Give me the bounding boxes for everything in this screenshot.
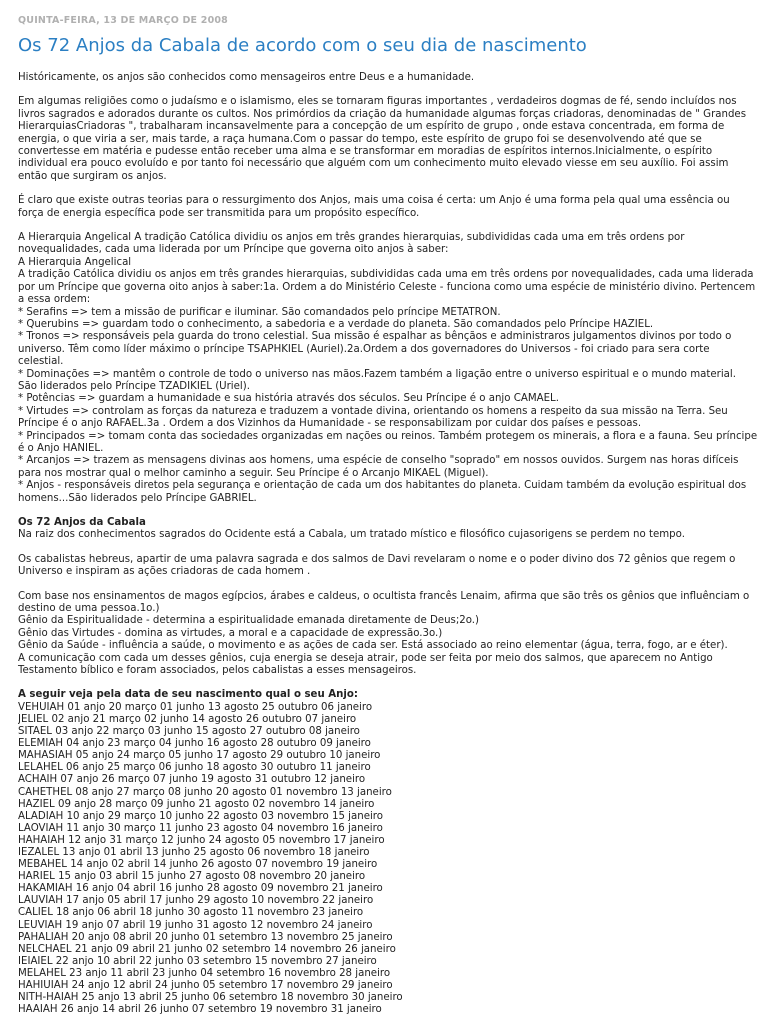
list-item: MELAHEL 23 anjo 11 abril 23 junho 04 setembro 16 novembro 28 janeiro xyxy=(18,967,391,979)
list-item: Gênio da Espiritualidade - determina a espiritualidade emanada diretamente de Deus;2o.) xyxy=(18,615,480,627)
list-item: HAKAMIAH 16 anjo 04 abril 16 junho 28 agosto 09 novembro 21 janeiro xyxy=(18,883,383,895)
list-item: * Anjos - responsáveis diretos pela segurança e orientação de cada um dos habitantes do planeta. Cuidam também da evolução espiritual dos homens...São liderados pelo Príncipe GABRIEL. xyxy=(18,480,747,504)
genios-section xyxy=(18,591,758,678)
list-item: * Potências => guardam a humanidade e sua história através dos séculos. Seu Príncipe é o anjo CAMAEL. xyxy=(18,393,559,405)
cabala-section xyxy=(18,517,758,542)
list-item: IEIAIEL 22 anjo 10 abril 22 junho 03 setembro 15 novembro 27 janeiro xyxy=(18,955,377,967)
section-heading: Os 72 Anjos da Cabala xyxy=(18,517,146,528)
post-body xyxy=(18,72,758,1016)
list-item: MAHASIAH 05 anjo 24 março 05 junho 17 agosto 29 outubro 10 janeiro xyxy=(18,750,381,762)
angels-list xyxy=(18,689,758,1016)
paragraph-cabala: Na raiz dos conhecimentos sagrados do Ocidente está a Cabala, um tratado místico e filosófico cujasorigens se perdem no tempo. xyxy=(18,529,685,541)
list-item: * Dominações => mantêm o controle de todo o universo nas mãos.Fazem também a ligação entre o universo espiritual e o mundo material. São liderados pelo Príncipe TZADIKIEL (Uriel). xyxy=(18,368,736,392)
list-item: ACHAIH 07 anjo 26 março 07 junho 19 agosto 31 outubro 12 janeiro xyxy=(18,774,366,786)
list-item: * Virtudes => controlam as forças da natureza e traduzem a vontade divina, orientando os homens a respeito da sua missão na Terra. Seu Príncipe é o anjo RAFAEL.3a . Ordem a dos Vizinhos da Humanidade - se responsabilizam por cuidar dos países e pessoas. xyxy=(18,405,728,430)
list-item: LAOVIAH 11 anjo 30 março 11 junho 23 agosto 04 novembro 16 janeiro xyxy=(18,822,383,834)
list-item: CAHETHEL 08 anjo 27 março 08 junho 20 agosto 01 novembro 13 janeiro xyxy=(18,786,392,798)
list-item: HAHIUIAH 24 anjo 12 abril 24 junho 05 setembro 17 novembro 29 janeiro xyxy=(18,980,393,992)
paragraph-lenaim: Com base nos ensinamentos de magos egípcios, árabes e caldeus, o ocultista francês Lenaim, afirma que são três os gênios que influênciam o destino de uma pessoa.1o.) xyxy=(18,590,750,615)
paragraph-theories: É claro que existe outras teorias para o ressurgimento dos Anjos, mais uma coisa é certa: um Anjo é uma forma pela qual uma essência ou força de energia específica pode ser transmitida para um propósito específico. xyxy=(18,195,730,219)
list-item: * Tronos => responsáveis pela guarda do trono celestial. Sua missão é espalhar as bênçãos e administraros julgamentos divinos por todo o universo. Têm como líder máximo o príncipe TSAPHKIEL (Auriel).2a.Ordem a dos governadores do Universos - foi criado para sera corte celestial. xyxy=(18,331,732,368)
post-date: QUINTA-FEIRA, 13 DE MARÇO DE 2008 xyxy=(18,15,228,26)
list-item: ALADIAH 10 anjo 29 março 10 junho 22 agosto 03 novembro 15 janeiro xyxy=(18,810,384,822)
list-item: MEBAHEL 14 anjo 02 abril 14 junho 26 agosto 07 novembro 19 janeiro xyxy=(18,859,378,871)
list-item: HAZIEL 09 anjo 28 março 09 junho 21 agosto 02 novembro 14 janeiro xyxy=(18,798,375,810)
list-item: PAHALIAH 20 anjo 08 abril 20 junho 01 setembro 13 novembro 25 janeiro xyxy=(18,931,393,943)
list-item: Gênio da Saúde - influência a saúde, o movimento e as ações de cada ser. Está associado ao reino elementar (água, terra, fogo, ar e éter). xyxy=(18,640,728,652)
list-item: * Principados => tomam conta das sociedades organizadas em nações ou reinos. Também protegem os minerais, a flora e a fauna. Seu príncipe é o Anjo HANIEL. xyxy=(18,430,758,454)
list-item: CALIEL 18 anjo 06 abril 18 junho 30 agosto 11 novembro 23 janeiro xyxy=(18,907,364,919)
list-item: * Serafins => tem a missão de purificar e iluminar. São comandados pelo príncipe METATRON. xyxy=(18,306,501,318)
list-item: LAUVIAH 17 anjo 05 abril 17 junho 29 agosto 10 novembro 22 janeiro xyxy=(18,895,374,907)
list-item: NITH-HAIAH 25 anjo 13 abril 25 junho 06 setembro 18 novembro 30 janeiro xyxy=(18,992,403,1004)
list-item: HARIEL 15 anjo 03 abril 15 junho 27 agosto 08 novembro 20 janeiro xyxy=(18,871,366,883)
list-item: * Querubins => guardam todo o conhecimento, a sabedoria e a verdade do planeta. São comandados pelo Príncipe HAZIEL. xyxy=(18,318,654,330)
list-item: ELEMIAH 04 anjo 23 março 04 junho 16 agosto 28 outubro 09 janeiro xyxy=(18,738,371,750)
paragraph-cabalistas: Os cabalistas hebreus, apartir de uma palavra sagrada e dos salmos de Davi revelaram o nome e o poder divino dos 72 gênios que regem o Universo e inspiram as ações criadoras de cada homem . xyxy=(18,553,736,578)
blog-post xyxy=(18,14,758,1016)
list-item: LEUVIAH 19 anjo 07 abril 19 junho 31 agosto 12 novembro 24 janeiro xyxy=(18,919,373,931)
hierarchy-text: A tradição Católica dividiu os anjos em três grandes hierarquias, subdivididas cada uma em três ordens por novequalidades, cada uma liderada por um Príncipe que governa oito anjos à saber:1a. Ordem a do Ministério Celeste - funciona como uma espécie de ministério divino. Pertencem a essa ordem: xyxy=(18,269,756,306)
list-item: HAHAIAH 12 anjo 31 março 12 junho 24 agosto 05 novembro 17 janeiro xyxy=(18,834,385,846)
section-heading: A seguir veja pela data de seu nascimento qual o seu Anjo: xyxy=(18,689,358,701)
hierarchy-heading: A Hierarquia Angelical xyxy=(18,256,132,268)
post-title[interactable]: Os 72 Anjos da Cabala de acordo com o seu dia de nascimento xyxy=(18,35,587,56)
list-item: IEZALEL 13 anjo 01 abril 13 junho 25 agosto 06 novembro 18 janeiro xyxy=(18,847,370,858)
list-item: VEHUIAH 01 anjo 20 março 01 junho 13 agosto 25 outubro 06 janeiro xyxy=(18,701,373,713)
paragraph-salmos: A comunicação com cada um desses gênios, cuja energia se deseja atrair, pode ser feita por meio dos salmos, que aparecem no Antigo Testamento bíblico e foram associados, pelos cabalistas a esses mensageiros. xyxy=(18,652,713,677)
paragraph-religions: Em algumas religiões como o judaísmo e o islamismo, eles se tornaram figuras importantes , verdadeiros dogmas de fé, sendo incluídos nos livros sagrados e adorados durante os cultos. Nos primórdios da criação da humanidade algumas forças criadoras, denominadas de " Grandes HierarquiasCriadoras ", trabalharam incansavelmente para a concepção de um espírito de grupo , onde estava concentrada, em forma de energia, o que viria a ser, mais tarde, a raça humana.Com o passar do tempo, este espírito de grupo foi se desenvolvendo até que se convertesse em matéria e pudesse então receber uma alma e se transformar em moradias de espíritos internos.Inicialmente, o espírito individual era pouco evoluído e por tanto foi necessário que alguém com um conhecimento muito elevado viesse em seu auxílio. Foi assim então que surgiram os anjos. xyxy=(18,96,747,182)
list-item: * Arcanjos => trazem as mensagens divinas aos homens, uma espécie de conselho "soprado" em nossos ouvidos. Surgem nas horas difíceis para nos mostrar qual o melhor caminho a seguir. Seu Príncipe é o Arcanjo MIKAEL (Miguel). xyxy=(18,455,739,479)
paragraph-intro: Históricamente, os anjos são conhecidos como mensageiros entre Deus e a humanidade. xyxy=(18,72,475,83)
list-item: HAAIAH 26 anjo 14 abril 26 junho 07 setembro 19 novembro 31 janeiro xyxy=(18,1004,382,1016)
list-item: NELCHAEL 21 anjo 09 abril 21 junho 02 setembro 14 novembro 26 janeiro xyxy=(18,943,396,955)
list-item: JELIEL 02 anjo 21 março 02 junho 14 agosto 26 outubro 07 janeiro xyxy=(18,713,357,725)
list-item: LELAHEL 06 anjo 25 março 06 junho 18 agosto 30 outubro 11 janeiro xyxy=(18,762,371,774)
list-item: Gênio das Virtudes - domina as virtudes, a moral e a capacidade de expressão.3o.) xyxy=(18,627,443,639)
list-item: SITAEL 03 anjo 22 março 03 junho 15 agosto 27 outubro 08 janeiro xyxy=(18,726,360,738)
hierarchy-intro: A Hierarquia Angelical A tradição Católica dividiu os anjos em três grandes hierarquias, subdivididas cada uma em três ordens por novequalidades, cada uma liderada por um Príncipe que governa oito anjos à saber: xyxy=(18,232,685,256)
hierarchy-section xyxy=(18,232,758,505)
angel-lines xyxy=(18,702,758,1016)
